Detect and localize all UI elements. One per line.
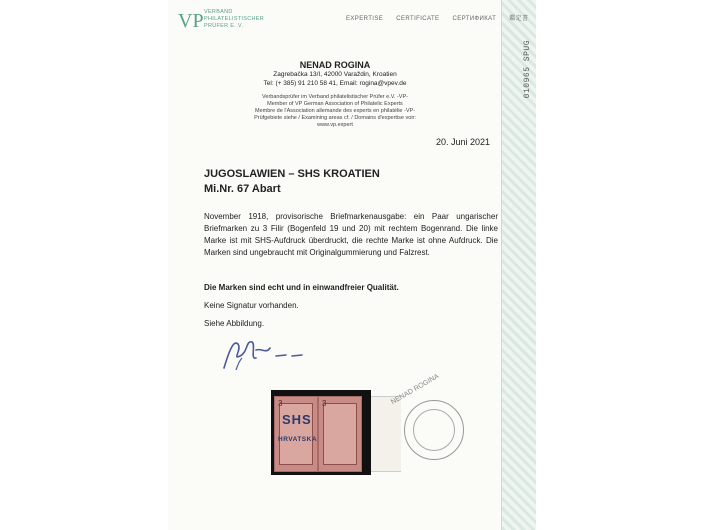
description-paragraph: November 1918, provisorische Briefmarkenausgabe: ein Paar ungarischer Briefmarken zu 3 Filir (Bogenfeld 19 und 20) mit rechtem Bogenrand. Die linke Marke ist mit SHS-Aufdruck überdruckt, die rechte Marke ist ohne Aufdruck. Die Marken sind ungebraucht mit Originalgummierung und Falzrest. xyxy=(204,212,498,257)
overprint-shs: SHS xyxy=(282,412,312,427)
stamp-value: 3 xyxy=(278,399,283,408)
see-image-note: Siehe Abbildung. xyxy=(204,319,265,328)
org-name: VERBAND PHILATELISTISCHER PRÜFER E. V. xyxy=(204,9,265,29)
stamp-value: 3 xyxy=(322,399,327,408)
expert-seal xyxy=(404,400,464,460)
label-certificate: CERTIFICATE xyxy=(396,16,440,22)
certificate-title xyxy=(204,167,380,197)
verdict-line: Die Marken sind echt und in einwandfreier Qualität. xyxy=(204,283,399,292)
signature-note: Keine Signatur vorhanden. xyxy=(204,301,299,310)
certificate-date: 20. Juni 2021 xyxy=(435,137,490,147)
certificate-type-labels xyxy=(346,13,536,22)
label-expertise: EXPERTISE xyxy=(346,16,384,22)
title-country: JUGOSLAWIEN – SHS KROATIEN xyxy=(204,168,380,180)
stamp-right xyxy=(318,396,362,472)
expert-address-block xyxy=(168,71,502,88)
label-kanteisho: 鑑定書 xyxy=(509,16,529,22)
handwritten-signature xyxy=(216,330,336,375)
seal-text: NENAD ROGINA xyxy=(390,372,441,407)
certificate-page xyxy=(168,0,536,530)
expert-description: Verbandsprüfer im Verband philatelistischer Prüfer e.V. -VP- Member of VP German Association of Philatelic Experts Membre de l'Association allemande des experts en philatélie -VP- Prüfgebiete siehe / Examining areas cf. / Domains d'expertise voir: www.vp.expert xyxy=(254,94,416,128)
serial-number: 010965 SPUG xyxy=(523,40,532,99)
title-catalog-number: Mi.Nr. 67 Abart xyxy=(204,183,281,195)
overprint-hrvatska: HRVATSKA xyxy=(278,436,318,443)
expert-contact: Tel: (+ 385) 91 210 58 41, Email: rogina@vpev.de xyxy=(263,79,407,87)
label-sertifikat: СЕРТИФИКАТ xyxy=(452,16,497,22)
stamp-left xyxy=(274,396,318,472)
expert-address: Zagrebačka 13/I, 42000 Varaždin, Kroatien xyxy=(273,71,397,78)
expert-name: NENAD ROGINA xyxy=(299,60,371,70)
sheet-margin xyxy=(371,396,401,472)
vp-logo: VP xyxy=(178,10,204,32)
security-band xyxy=(501,0,536,530)
